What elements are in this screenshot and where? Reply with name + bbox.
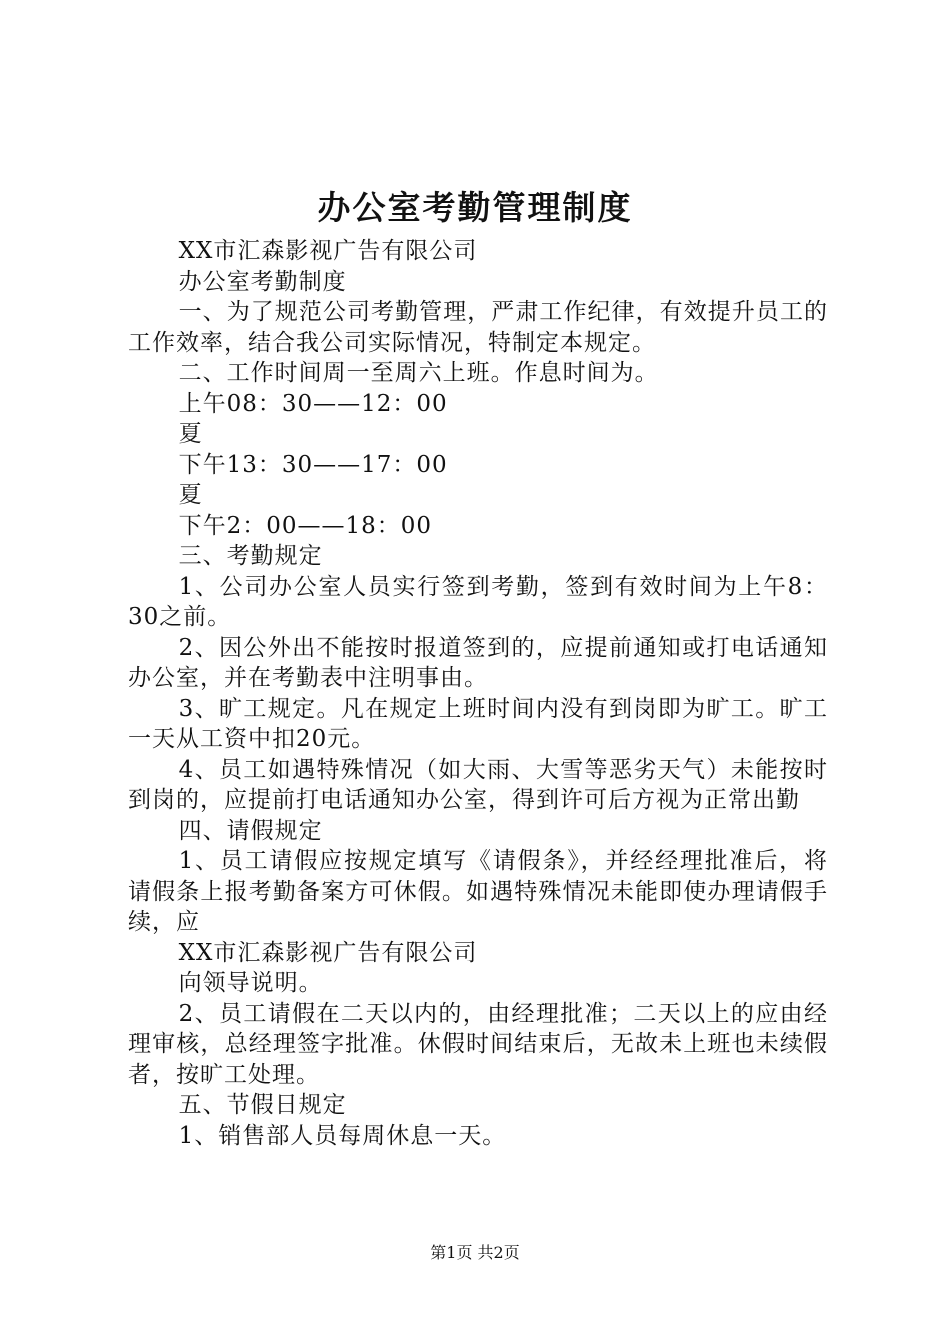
section-heading: 四、请假规定	[178, 817, 323, 844]
schedule-line: 下午2：00——18：00	[178, 512, 433, 539]
paragraph: 1、员工请假应按规定填写《请假条》，并经经理批准后，将请假条上报考勤备案方可休假。如遇特殊情况未能即使办理请假手续，应	[128, 848, 828, 935]
paragraph: 二、工作时间周一至周六上班。作息时间为。	[178, 360, 659, 386]
paragraph: 一、为了规范公司考勤管理，严肃工作纪律，有效提升员工的工作效率，结合我公司实际情况，特制定本规定。	[128, 299, 828, 356]
schedule-line: 上午08：30——12：00	[178, 390, 448, 417]
document-body	[128, 236, 828, 1151]
paragraph: 3、旷工规定。凡在规定上班时间内没有到岗即为旷工。旷工一天从工资中扣20元。	[128, 695, 828, 752]
section-heading: 办公室考勤制度	[178, 268, 347, 295]
paragraph: 向领导说明。	[178, 970, 323, 996]
paragraph: 4、员工如遇特殊情况（如大雨、大雪等恶劣天气）未能按时到岗的，应提前打电话通知办公室，得到许可后方视为正常出勤	[128, 756, 828, 813]
paragraph: 2、因公外出不能按时报道签到的，应提前通知或打电话通知办公室，并在考勤表中注明事由。	[128, 634, 828, 691]
season-label: 夏	[178, 482, 203, 508]
section-heading: 三、考勤规定	[178, 543, 323, 569]
page-number: 第1页 共2页	[430, 1243, 520, 1262]
document-title: 办公室考勤管理制度	[317, 188, 633, 227]
paragraph: 1、公司办公室人员实行签到考勤，签到有效时间为上午8：30之前。	[128, 573, 828, 630]
section-heading: 五、节假日规定	[178, 1092, 347, 1118]
paragraph: 1、销售部人员每周休息一天。	[178, 1122, 507, 1149]
company-name: XX市汇森影视广告有限公司	[178, 238, 478, 264]
schedule-line: 下午13：30——17：00	[178, 451, 448, 478]
company-name: XX市汇森影视广告有限公司	[178, 939, 478, 966]
paragraph: 2、员工请假在二天以内的，由经理批准；二天以上的应由经理审核，总经理签字批准。休假时间结束后，无故未上班也未续假者，按旷工处理。	[128, 1000, 828, 1088]
season-label: 夏	[178, 421, 203, 447]
